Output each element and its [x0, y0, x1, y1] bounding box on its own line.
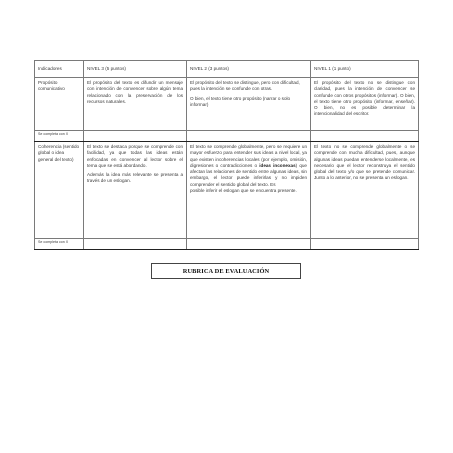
fill-cell[interactable]: [84, 239, 187, 250]
fill-label: Se completa con X: [35, 239, 84, 250]
cell-proposito-nivel-3: El propósito del texto es difundir un mensaje con intención de convencer sobre algún tema relacionado con la preservación de los recursos naturales.: [84, 78, 187, 131]
table-header-row: [35, 61, 419, 78]
indicator-proposito: Propósito comunicativo: [35, 78, 84, 131]
indicator-coherencia: Coherencia (sentido global o idea general del texto): [35, 142, 84, 239]
cell-text: El propósito del texto se distingue, pero con dificultad, pues la intención se confunde con otras.: [190, 80, 300, 92]
fill-cell[interactable]: [311, 131, 419, 142]
cell-text: O bien, el texto tiene otro propósito (narrar o solo informar): [190, 95, 291, 107]
rubric-title: RUBRICA DE EVALUACIÓN: [151, 263, 301, 279]
cell-bold-text: ideas inconexas: [259, 162, 296, 168]
header-indicadores: Indicadores: [35, 61, 84, 78]
table-row-fill-2: [35, 239, 419, 250]
fill-cell[interactable]: [311, 239, 419, 250]
cell-text: El texto se destaca porque se comprende con facilidad, ya que todas las ideas están enfocadas en convencer al lector sobre el tema que se está abordando.: [87, 144, 183, 168]
cell-text: ) que afectan las relaciones de sentido entre algunas ideas, sin embargo, el lector puede inferirlas y no impiden comprender el sentido global del texto. Es: [190, 162, 307, 187]
fill-cell[interactable]: [187, 239, 311, 250]
cell-coherencia-nivel-2: [187, 142, 311, 239]
header-nivel-3: NIVEL 3 (5 puntos): [84, 61, 187, 78]
cell-proposito-nivel-2: [187, 78, 311, 131]
fill-cell[interactable]: [187, 131, 311, 142]
rubric-table: [34, 60, 419, 250]
header-nivel-2: NIVEL 2 (3 puntos): [187, 61, 311, 78]
cell-text: posible inferir el eslogan que se encuentra presente.: [190, 188, 297, 194]
cell-coherencia-nivel-3: [84, 142, 187, 239]
cell-text: El texto se comprende globalmente, pero se requiere un mayor esfuerzo para entender sus ideas a nivel local, ya que existen incoherencias locales (por ejemplo, omisión, digresiones o contradicciones o: [190, 144, 307, 168]
table-row-proposito: [35, 78, 419, 131]
cell-text: Además la idea más relevante se presenta a través de un eslogan.: [87, 172, 183, 184]
table-row-fill-1: [35, 131, 419, 142]
cell-proposito-nivel-1: El propósito del texto no se distingue con claridad, pues la intención de convencer se confunde con otros propósitos (informar). O bien, el texto tiene otro propósito (informar, enseñar). O bien, no es posible determinar la intencionalidad del escritor.: [311, 78, 419, 131]
table-row-coherencia: [35, 142, 419, 239]
header-nivel-1: NIVEL 1 (1 punto): [311, 61, 419, 78]
cell-coherencia-nivel-1: El texto no se comprende globalmente o se comprende con mucha dificultad, pues, aunque algunas ideas puedan entenderse localmente, es necesario que el lector reconstruya el sentido global del texto y/o que se pretende comunicar. Junto a lo anterior, no se presenta un eslogan.: [311, 142, 419, 239]
fill-cell[interactable]: [84, 131, 187, 142]
fill-label: Se completa con X: [35, 131, 84, 142]
